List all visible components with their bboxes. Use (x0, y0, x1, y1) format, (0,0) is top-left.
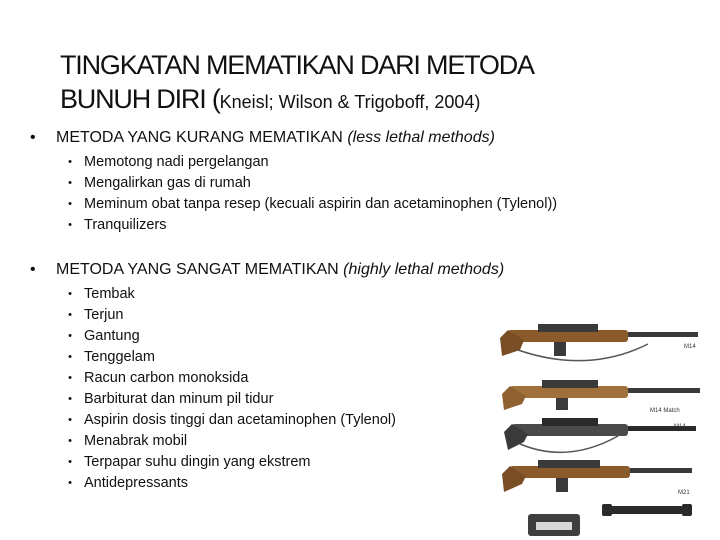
bullet: • (68, 456, 72, 468)
method-list (30, 152, 690, 236)
bullet: • (68, 288, 72, 300)
list-item (56, 152, 690, 173)
bullet: • (68, 219, 72, 231)
bullet: • (30, 261, 36, 278)
section-heading (30, 128, 690, 148)
bullet: • (68, 156, 72, 168)
rifle-icon (504, 418, 696, 452)
section-heading-english: (highly lethal methods) (343, 261, 505, 278)
rifle-caption: M14 (684, 344, 696, 350)
list-item (56, 173, 690, 194)
bullet: • (68, 309, 72, 321)
rifle-caption: M14 (674, 424, 686, 430)
title-line-1: TINGKATAN MEMATIKAN DARI METODA (60, 50, 534, 80)
slide-title (60, 48, 700, 119)
bullet: • (30, 129, 36, 146)
section-less-lethal (30, 128, 690, 236)
list-item-text: Antidepressants (84, 475, 188, 491)
bullet: • (68, 477, 72, 489)
bullet: • (68, 372, 72, 384)
bullet: • (68, 414, 72, 426)
list-item (56, 284, 690, 305)
rifle-caption: M21 (678, 490, 690, 496)
bullet: • (68, 351, 72, 363)
list-item-text: Menabrak mobil (84, 433, 188, 449)
list-item-text: Racun carbon monoksida (84, 370, 249, 386)
section-heading-text: METODA YANG KURANG MEMATIKAN (56, 129, 343, 146)
list-item-text: Gantung (84, 328, 140, 344)
section-heading-text: METODA YANG SANGAT MEMATIKAN (56, 261, 339, 278)
list-item-text: Meminum obat tanpa resep (kecuali aspirin dan acetaminophen (Tylenol)) (84, 196, 558, 212)
list-item-text: Barbiturat dan minum pil tidur (84, 391, 274, 407)
case-icon (528, 514, 580, 536)
title-line-2 (60, 82, 700, 119)
bullet: • (68, 393, 72, 405)
section-heading (30, 260, 690, 280)
title-paren: ( (211, 84, 220, 114)
list-item-text: Memotong nadi pergelangan (84, 154, 269, 170)
list-item-text: Tranquilizers (84, 217, 167, 233)
list-item-text: Terpapar suhu dingin yang ekstrem (84, 454, 311, 470)
list-item-text: Mengalirkan gas di rumah (84, 175, 251, 191)
title-line-2-text: BUNUH DIRI (60, 84, 206, 114)
bullet: • (68, 330, 72, 342)
rifle-caption: M14 Match (650, 408, 680, 414)
rifles-image (498, 316, 710, 538)
list-item (56, 215, 690, 236)
list-item-text: Tembak (84, 286, 135, 302)
rifle-icon (502, 460, 692, 496)
list-item-text: Terjun (84, 307, 124, 323)
rifle-icon (502, 380, 700, 414)
list-item (56, 194, 690, 215)
bullet: • (68, 177, 72, 189)
title-citation: Kneisl; Wilson & Trigoboff, 2004) (219, 92, 481, 112)
bullet: • (68, 435, 72, 447)
scope-icon (602, 504, 692, 516)
section-heading-english: (less lethal methods) (347, 129, 495, 146)
rifle-icon (500, 324, 698, 361)
bullet: • (68, 198, 72, 210)
list-item-text: Tenggelam (84, 349, 155, 365)
list-item-text: Aspirin dosis tinggi dan acetaminophen (Tylenol) (84, 412, 396, 428)
